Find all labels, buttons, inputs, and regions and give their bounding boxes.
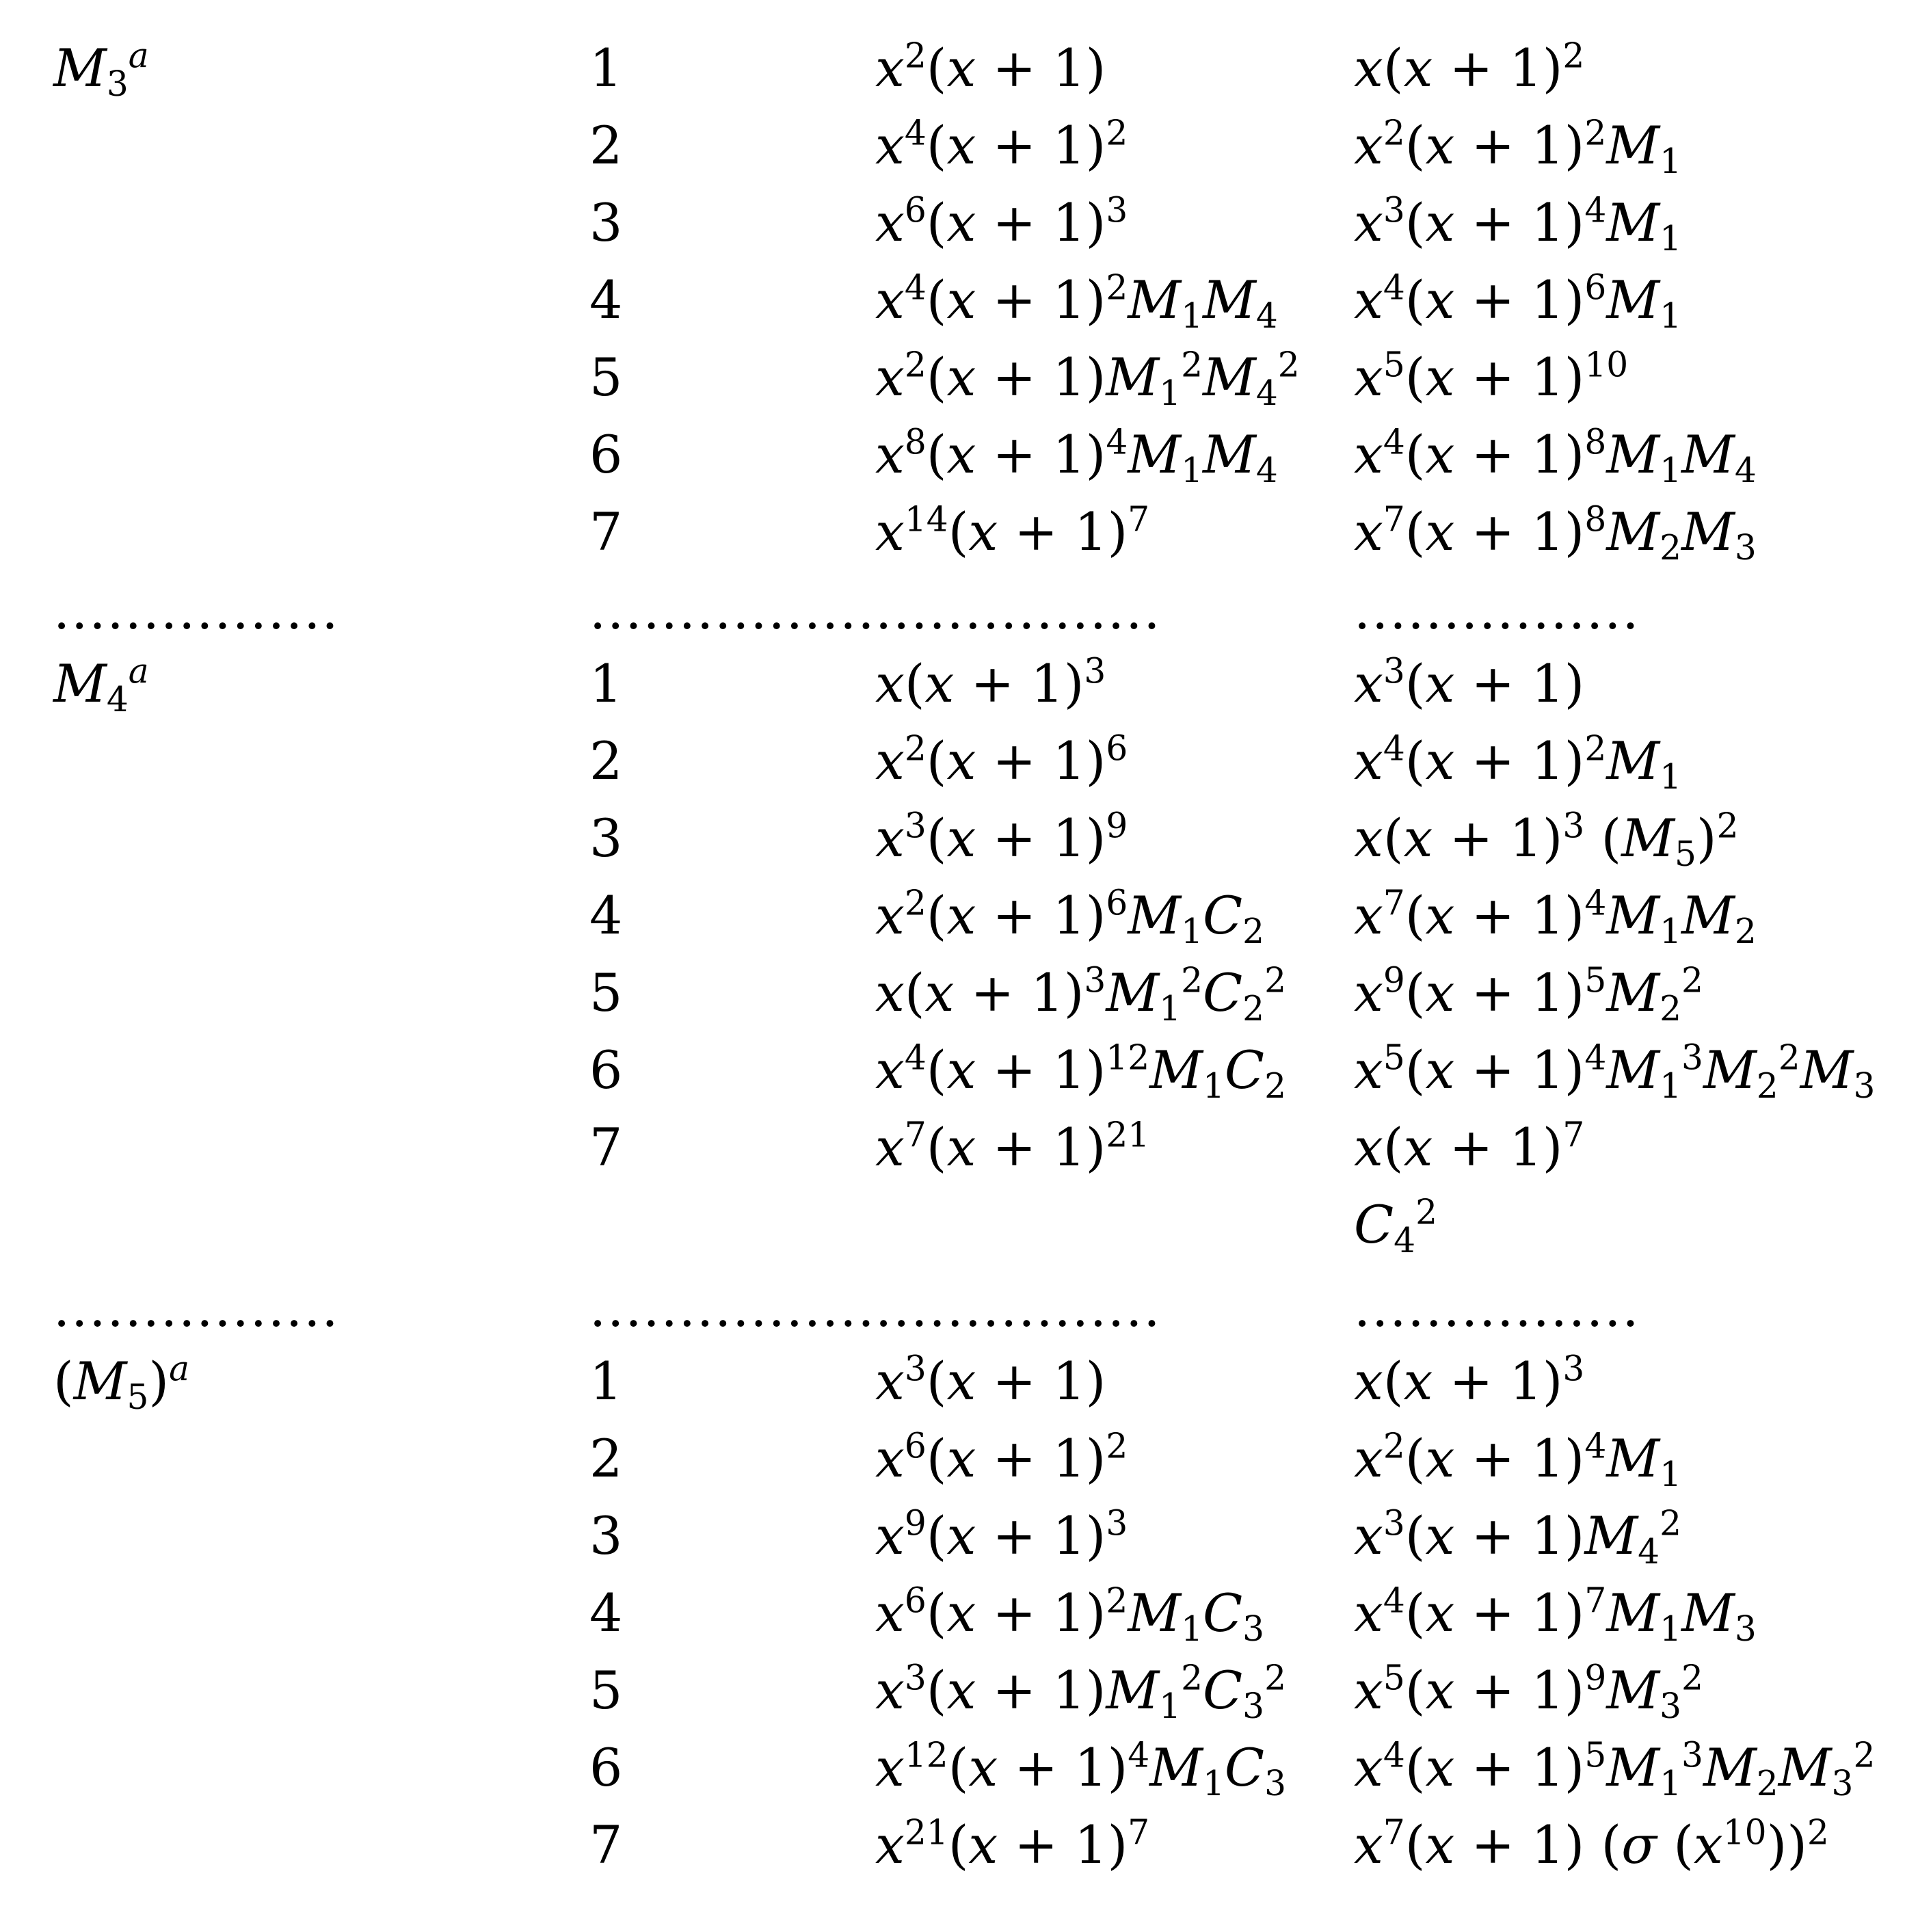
polynomial-cell: $x^8(x + 1)^4M_1M_4$ xyxy=(875,421,1278,491)
polynomial-cell: $x^{21}(x + 1)^7$ xyxy=(875,1812,1150,1875)
polynomial-cell: $x^4(x + 1)^5M_1^3M_2M_3^2$ xyxy=(1354,1734,1876,1804)
polynomial-cell: $x^3(x + 1)^9$ xyxy=(875,805,1128,869)
polynomial-cell: $x(x + 1)^3$ $(M_5)^2$ xyxy=(1354,805,1739,875)
polynomial-cell: $x^7(x + 1)^4M_1M_2$ xyxy=(1354,882,1757,952)
row-index: 2 xyxy=(589,1428,623,1489)
row-index: 1 xyxy=(589,653,623,714)
polynomial-cell: $x^5(x + 1)^9M_3^2$ xyxy=(1354,1657,1703,1727)
polynomial-cell: $x^2(x + 1)M_1^2M_4^2$ xyxy=(875,344,1300,414)
row-index: 7 xyxy=(589,1117,623,1178)
separator-dots: ................ xyxy=(875,580,1162,641)
row-index: 7 xyxy=(589,1814,623,1875)
polynomial-cell: $x(x + 1)^3$ xyxy=(1354,1348,1585,1412)
separator-dots: ................ xyxy=(1354,580,1640,641)
polynomial-cell: $x^5(x + 1)^{10}$ xyxy=(1354,344,1629,408)
row-index: 5 xyxy=(589,962,623,1023)
row-index: 3 xyxy=(589,1505,623,1566)
row-index: 1 xyxy=(589,1351,623,1412)
polynomial-cell: $x^4(x + 1)^2$ xyxy=(875,112,1128,176)
polynomial-cell: $x^2(x + 1)^4M_1$ xyxy=(1354,1425,1682,1495)
polynomial-cell: $x^{12}(x + 1)^4M_1C_3$ xyxy=(875,1734,1286,1804)
polynomial-cell: $x^3(x + 1)$ xyxy=(1354,650,1585,714)
section-label: $M_4^a$ xyxy=(53,650,149,720)
row-index: 4 xyxy=(589,885,623,946)
separator-dots: ................ xyxy=(1354,1278,1640,1338)
separator-dots: ................ xyxy=(875,1278,1162,1338)
row-index: 4 xyxy=(589,1583,623,1643)
polynomial-cell: $x^2(x + 1)$ xyxy=(875,35,1106,98)
polynomial-cell: $x^4(x + 1)^2M_1M_4$ xyxy=(875,267,1278,336)
polynomial-cell: $x^4(x + 1)^{12}M_1C_2$ xyxy=(875,1037,1286,1107)
polynomial-cell: $x^9(x + 1)^3$ xyxy=(875,1503,1128,1566)
polynomial-cell: $x^9(x + 1)^5M_2^2$ xyxy=(1354,960,1703,1029)
row-index: 3 xyxy=(589,192,623,253)
row-index: 6 xyxy=(589,1040,623,1100)
polynomial-cell: $x(x + 1)^2$ xyxy=(1354,35,1585,98)
polynomial-cell: $x^3(x + 1)$ xyxy=(875,1348,1106,1412)
row-index: 6 xyxy=(589,424,623,485)
polynomial-cell: $x^{14}(x + 1)^7$ xyxy=(875,499,1150,562)
polynomial-cell: $x^7(x + 1)$ (σ $(x^{10}))^2$ xyxy=(1354,1812,1829,1875)
row-index: 5 xyxy=(589,1660,623,1721)
polynomial-cell: $x^3(x + 1)M_4^2$ xyxy=(1354,1503,1682,1572)
polynomial-cell: $x^4(x + 1)^8M_1M_4$ xyxy=(1354,421,1757,491)
row-index: 5 xyxy=(589,347,623,408)
polynomial-cell: $x^3(x + 1)M_1^2C_3^2$ xyxy=(875,1657,1287,1727)
polynomial-cell: $x(x + 1)^7$ xyxy=(1354,1114,1585,1178)
row-index: 6 xyxy=(589,1737,623,1798)
separator-dots: ................ xyxy=(53,580,340,641)
polynomial-cell: $x(x + 1)^3$ xyxy=(875,650,1106,714)
row-index: 1 xyxy=(589,38,623,98)
polynomial-cell: $x(x + 1)^3M_1^2C_2^2$ xyxy=(875,960,1287,1029)
polynomial-cell: $C_4^2$ xyxy=(1354,1191,1437,1261)
row-index: 7 xyxy=(589,501,623,562)
polynomial-cell: $x^6(x + 1)^3$ xyxy=(875,189,1128,253)
polynomial-cell: $x^4(x + 1)^7M_1M_3$ xyxy=(1354,1580,1757,1650)
polynomial-cell: $x^5(x + 1)^4M_1^3M_2^2M_3$ xyxy=(1354,1037,1876,1107)
separator-dots: ................ xyxy=(589,580,876,641)
polynomial-cell: $x^6(x + 1)^2M_1C_3$ xyxy=(875,1580,1265,1650)
polynomial-cell: $x^2(x + 1)^6$ xyxy=(875,728,1128,791)
polynomial-cell: $x^2(x + 1)^2M_1$ xyxy=(1354,112,1682,182)
polynomial-cell: $x^7(x + 1)^8M_2M_3$ xyxy=(1354,499,1757,568)
polynomial-cell: $x^6(x + 1)^2$ xyxy=(875,1425,1128,1489)
row-index: 2 xyxy=(589,730,623,791)
polynomial-cell: $x^7(x + 1)^{21}$ xyxy=(875,1114,1150,1178)
polynomial-cell: $x^4(x + 1)^6M_1$ xyxy=(1354,267,1682,336)
polynomial-cell: $x^4(x + 1)^2M_1$ xyxy=(1354,728,1682,797)
row-index: 3 xyxy=(589,808,623,869)
separator-dots: ................ xyxy=(589,1278,876,1338)
row-index: 4 xyxy=(589,269,623,330)
section-label: $(M_5)^a$ xyxy=(53,1348,189,1418)
separator-dots: ................ xyxy=(53,1278,340,1338)
polynomial-cell: $x^2(x + 1)^6M_1C_2$ xyxy=(875,882,1265,952)
section-label: $M_3^a$ xyxy=(53,35,149,105)
row-index: 2 xyxy=(589,115,623,176)
polynomial-cell: $x^3(x + 1)^4M_1$ xyxy=(1354,189,1682,259)
